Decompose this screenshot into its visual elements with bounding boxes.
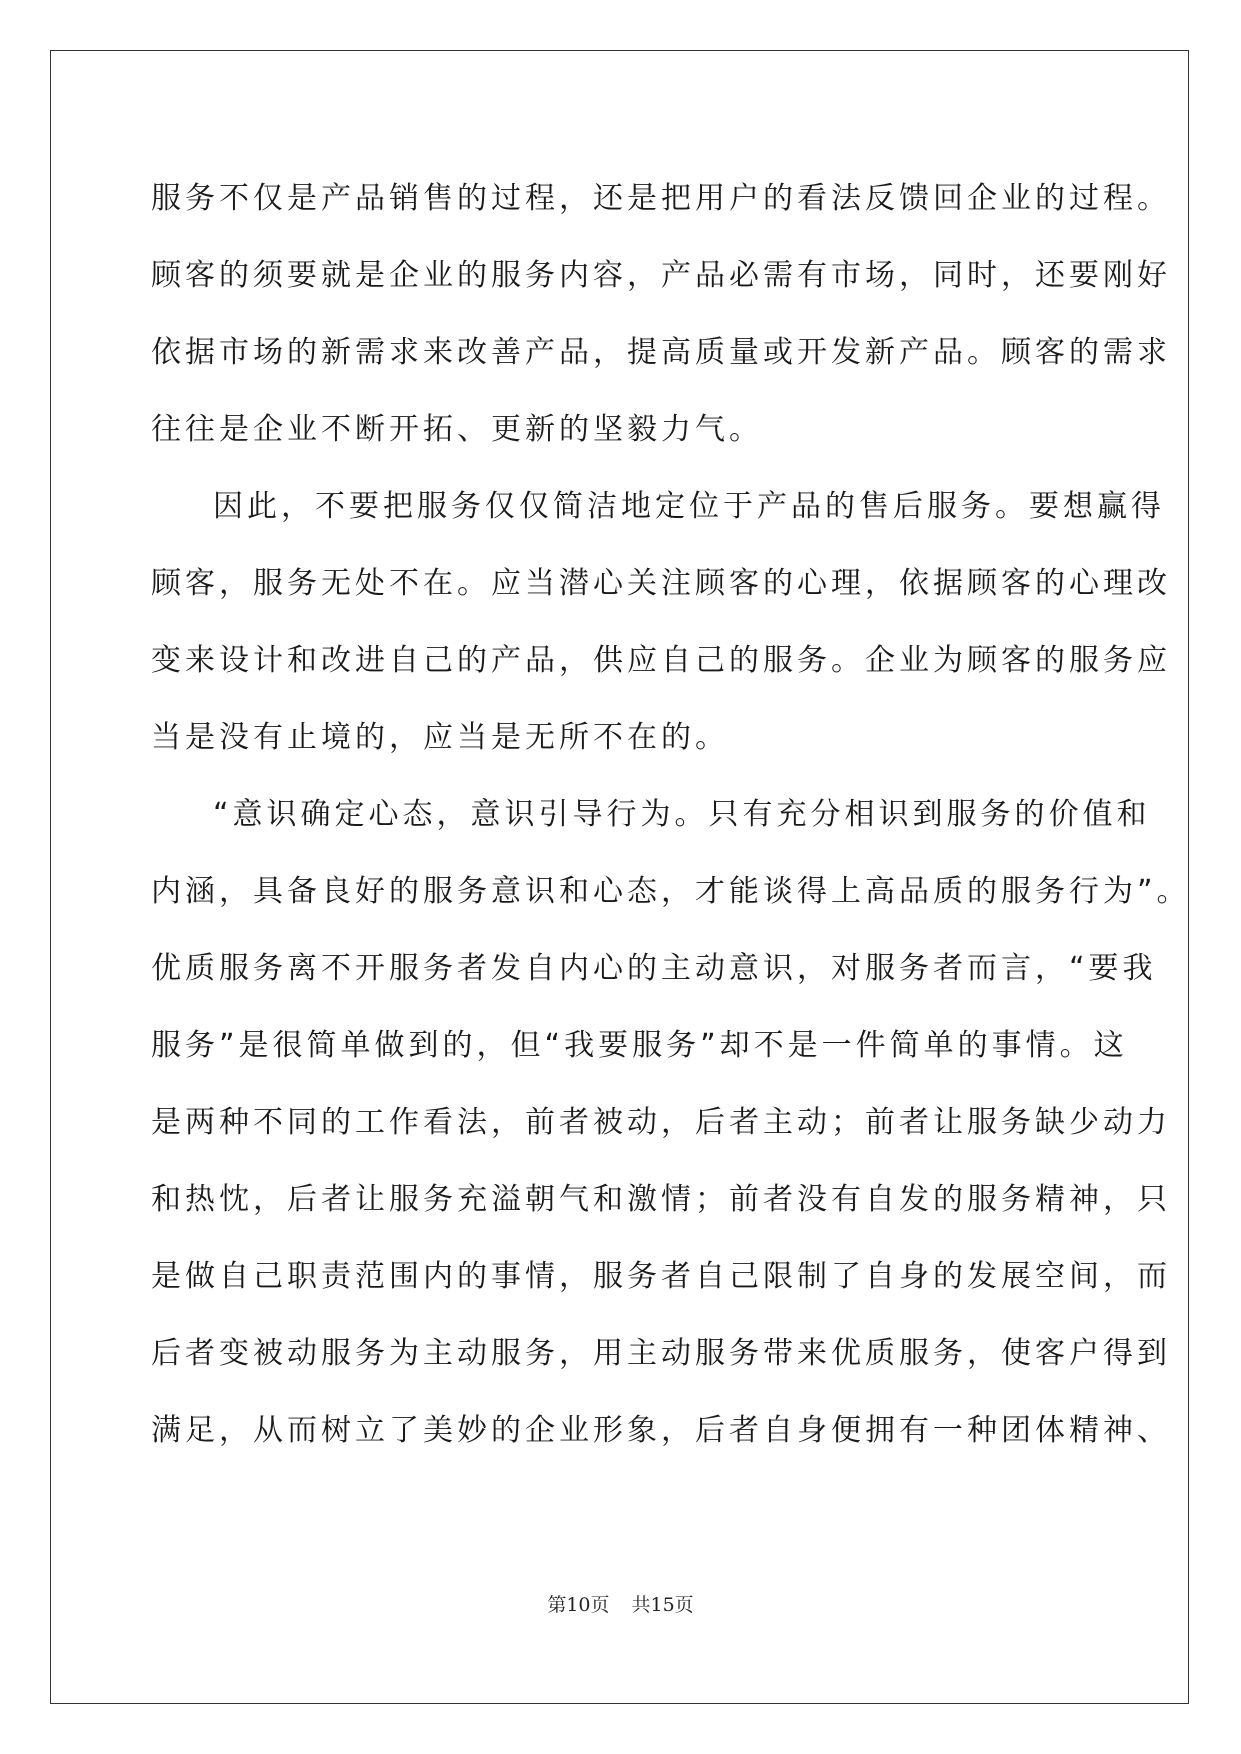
document-body — [151, 160, 1191, 1469]
text-line: 是两种不同的工作看法，前者被动，后者主动；前者让服务缺少动力 — [151, 1105, 1171, 1140]
text-line: 顾客，服务无处不在。应当潜心关注顾客的心理，依据顾客的心理改 — [151, 566, 1171, 601]
text-line: 变来设计和改进自己的产品，供应自己的服务。企业为顾客的服务应 — [151, 643, 1171, 678]
text-line: 服务”是很简单做到的，但“我要服务”却不是一件简单的事情。这 — [151, 1028, 1128, 1063]
text-line: 服务不仅是产品销售的过程，还是把用户的看法反馈回企业的过程。 — [151, 181, 1171, 216]
text-line: 当是没有止境的，应当是无所不在的。 — [151, 720, 729, 755]
page-footer — [0, 1590, 1241, 1617]
text-line: 是做自己职责范围内的事情，服务者自己限制了自身的发展空间，而 — [151, 1259, 1171, 1294]
text-line: 和热忱，后者让服务充溢朝气和激情；前者没有自发的服务精神，只 — [151, 1182, 1171, 1217]
text-line: 优质服务离不开服务者发自内心的主动意识，对服务者而言，“要我 — [151, 951, 1157, 986]
text-line: 往往是企业不断开拓、更新的坚毅力气。 — [151, 412, 763, 447]
text-line: 内涵，具备良好的服务意识和心态，才能谈得上高品质的服务行为”。 — [151, 874, 1191, 909]
text-line: 顾客的须要就是企业的服务内容，产品必需有市场，同时，还要刚好 — [151, 258, 1171, 293]
text-line-paragraph-start: “意识确定心态，意识引导行为。只有充分相识到服务的价值和 — [213, 797, 1151, 832]
text-line: 满足，从而树立了美妙的企业形象，后者自身便拥有一种团体精神、 — [151, 1413, 1171, 1448]
page-number: 第10页 — [547, 1594, 610, 1616]
text-line: 依据市场的新需求来改善产品，提高质量或开发新产品。顾客的需求 — [151, 335, 1171, 370]
text-line: 后者变被动服务为主动服务，用主动服务带来优质服务，使客户得到 — [151, 1336, 1171, 1371]
text-line-paragraph-start: 因此，不要把服务仅仅简洁地定位于产品的售后服务。要想赢得 — [213, 489, 1165, 524]
page-total: 共15页 — [631, 1594, 694, 1616]
